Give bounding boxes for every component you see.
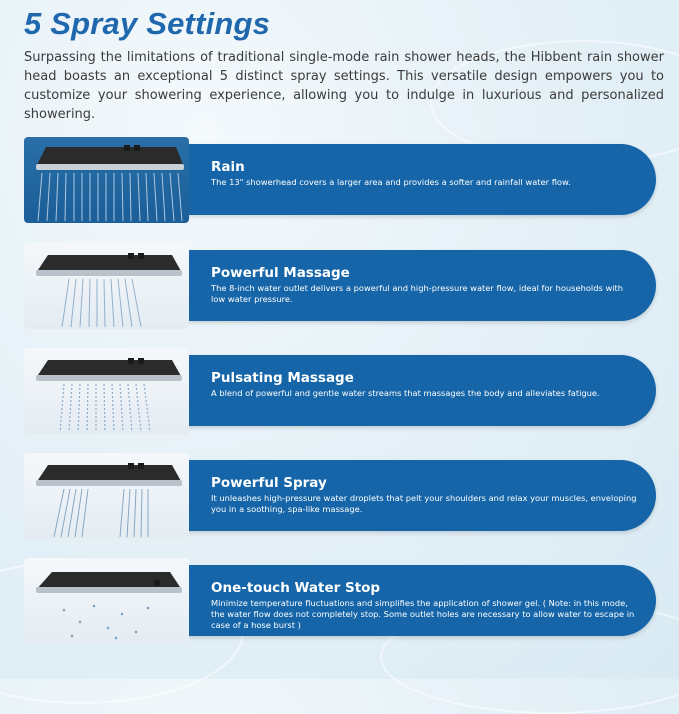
- spray-setting-water-stop: [24, 558, 656, 644]
- setting-title: Powerful Spray: [211, 475, 327, 491]
- spray-setting-powerful-spray: [24, 453, 656, 539]
- water-stop-icon: [24, 558, 189, 644]
- massage-spray-icon: [24, 243, 189, 329]
- setting-title: One-touch Water Stop: [211, 580, 381, 596]
- setting-title: Powerful Massage: [211, 265, 350, 281]
- pulsating-spray-icon: [24, 348, 189, 434]
- setting-description: The 8-inch water outlet delivers a powerful and high-pressure water flow, ideal for households with low water pressure.: [211, 283, 624, 304]
- setting-description: The 13" showerhead covers a larger area and provides a softer and rainfall water flow.: [211, 177, 571, 187]
- rain-spray-icon: [24, 137, 189, 223]
- setting-description: Minimize temperature fluctuations and simplifies the application of shower gel. ( Note: in this mode, the water flow does not completely stop. Some outlet holes are necessary to allow water to escape in case of a hose burst ): [211, 598, 635, 630]
- setting-description: A blend of powerful and gentle water streams that massages the body and alleviates fatigue.: [211, 388, 600, 398]
- intro-paragraph: Surpassing the limitations of traditional single-mode rain shower heads, the Hibbent rain shower head boasts an exceptional 5 distinct spray settings. This versatile design empowers you to customize your showering experience, allowing you to indulge in luxurious and personalized showering.: [24, 50, 664, 122]
- setting-title: Pulsating Massage: [211, 370, 354, 386]
- setting-title: Rain: [211, 159, 245, 175]
- spray-setting-rain: [24, 137, 656, 223]
- powerful-spray-icon: [24, 453, 189, 539]
- spray-setting-powerful-massage: [24, 243, 656, 329]
- page-title: 5 Spray Settings: [24, 6, 271, 41]
- setting-description: It unleashes high-pressure water droplets that pelt your shoulders and relax your muscles, enveloping you in a soothing, spa-like massage.: [211, 493, 637, 514]
- spray-setting-pulsating-massage: [24, 348, 656, 434]
